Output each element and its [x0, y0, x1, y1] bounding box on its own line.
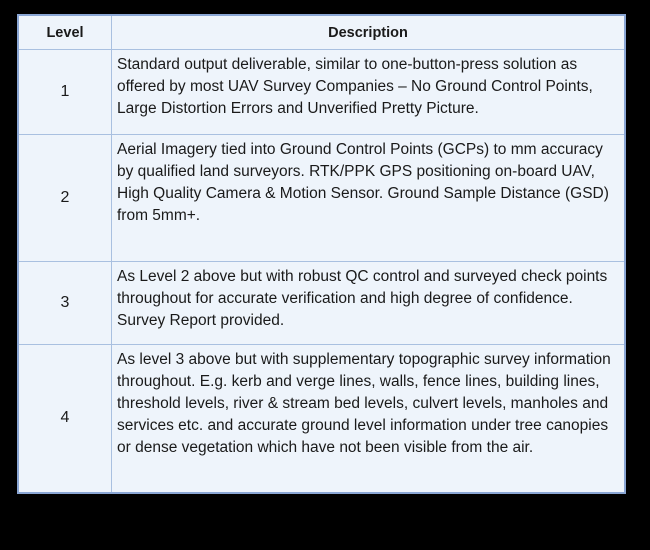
- description-cell: As level 3 above but with supplementary topographic survey information throughout. E.g. kerb and verge lines, walls, fence lines, building lines, threshold levels, river & stream bed levels, culvert levels, manholes and services etc. and accurate ground level information under tree canopies or dense vegetation which have not been visible from the air.: [112, 345, 626, 493]
- level-cell: 4: [18, 345, 112, 493]
- description-cell: As Level 2 above but with robust QC control and surveyed check points throughout for accurate verification and high degree of confidence. Survey Report provided.: [112, 262, 626, 345]
- header-description: Description: [112, 15, 626, 50]
- level-cell: 3: [18, 262, 112, 345]
- level-cell: 1: [18, 50, 112, 135]
- table-row: [18, 135, 625, 262]
- header-level: Level: [18, 15, 112, 50]
- table-row: [18, 262, 625, 345]
- table-row: [18, 345, 625, 493]
- survey-levels-table: [17, 14, 626, 494]
- table-row: [18, 50, 625, 135]
- header-row: [18, 15, 625, 50]
- level-cell: 2: [18, 135, 112, 262]
- description-cell: Aerial Imagery tied into Ground Control Points (GCPs) to mm accuracy by qualified land surveyors. RTK/PPK GPS positioning on-board UAV, High Quality Camera & Motion Sensor. Ground Sample Distance (GSD) from 5mm+.: [112, 135, 626, 262]
- description-cell: Standard output deliverable, similar to one-button-press solution as offered by most UAV Survey Companies – No Ground Control Points, Large Distortion Errors and Unverified Pretty Picture.: [112, 50, 626, 135]
